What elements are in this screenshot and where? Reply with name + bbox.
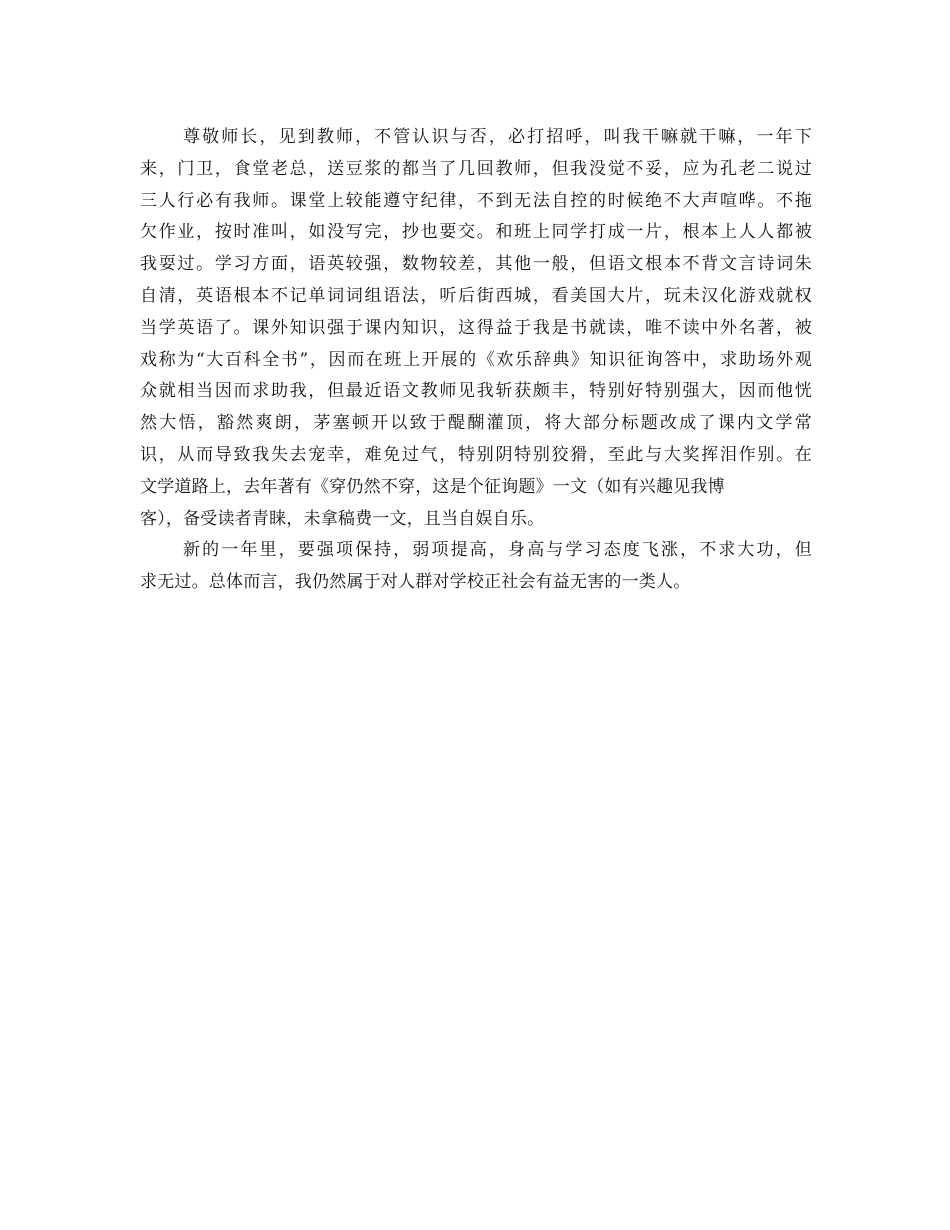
paragraph-new-year-plan: [140, 535, 812, 599]
text-line: 然大悟，豁然爽朗，茅塞顿开以致于醍醐灌顶，将大部分标题改成了课内文学常: [140, 413, 812, 434]
text-line: 众就相当因而求助我，但最近语文教师见我斩获颇丰，特别好特别强大，因而他恍: [140, 381, 812, 402]
text-line: 尊敬师长，见到教师，不管认识与否，必打招呼，叫我干嘛就干嘛，一年下: [183, 127, 812, 147]
text-line: 当学英语了。课外知识强于课内知识，这得益于我是书就读，唯不读中外名著，被: [140, 317, 812, 338]
paragraph-self-assessment: [140, 122, 812, 535]
text-line: 戏称为“大百科全书”，因而在班上开展的《欢乐辞典》知识征询答中，求助场外观: [140, 349, 812, 370]
text-line: 识，从而导致我失去宠幸，难免过气，特别阴特别狡猾，至此与大奖挥泪作别。在: [140, 444, 812, 465]
text-line: 自清，英语根本不记单词词组语法，听后街西城，看美国大片，玩未汉化游戏就权: [140, 285, 812, 306]
text-line: 文学道路上，去年著有《穿仍然不穿，这是个征询题》一文（如有兴趣见我博: [140, 476, 725, 497]
text-line: 我耍过。学习方面，语英较强，数物较差，其他一般，但语文根本不背文言诗词朱: [140, 254, 812, 275]
text-line: 新的一年里，要强项保持，弱项提高，身高与学习态度飞涨，不求大功，但: [183, 540, 812, 561]
text-line: 欠作业，按时准叫，如没写完，抄也要交。和班上同学打成一片，根本上人人都被: [140, 222, 812, 243]
document-body: [140, 122, 812, 599]
text-line: 三人行必有我师。课堂上较能遵守纪律，不到无法自控的时候绝不大声喧哗。不拖: [140, 190, 812, 211]
text-line: 客），备受读者青睐，未拿稿费一文，且当自娱自乐。: [140, 508, 545, 529]
text-line: 求无过。总体而言，我仍然属于对人群对学校正社会有益无害的一类人。: [140, 572, 691, 593]
text-line: 来，门卫，食堂老总，送豆浆的都当了几回教师，但我没觉不妥，应为孔老二说过: [140, 158, 812, 179]
